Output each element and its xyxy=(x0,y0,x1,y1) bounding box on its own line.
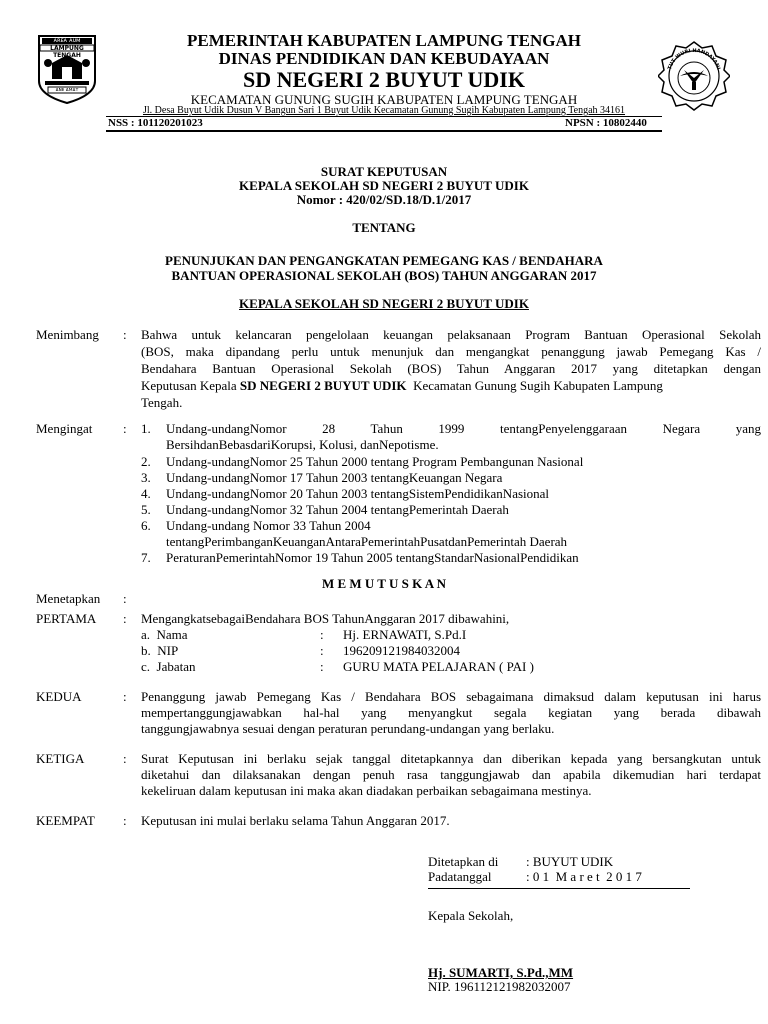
signature-date-value: : 0 1 M a r e t 2 0 1 7 xyxy=(526,869,642,884)
signature-name: Hj. SUMARTI, S.Pd.,MM xyxy=(428,965,574,980)
mengingat-item-1-cont: BersihdanBebasdariKorupsi, Kolusi, danNepotisme. xyxy=(166,437,439,452)
kedua-colon: : xyxy=(123,689,127,704)
pertama-field-jabatan-value: GURU MATA PELAJARAN ( PAI ) xyxy=(343,659,534,674)
header-address: Jl. Desa Buyut Udik Dusun V Bangun Sari 1 Buyut Udik Kecamatan Gunung Sugih Kabupaten Lampung Tengah 34161 xyxy=(142,105,626,116)
kedua-label: KEDUA xyxy=(36,689,82,704)
mengingat-item-3: Undang-undangNomor 17 Tahun 2003 tentangKeuangan Negara xyxy=(166,470,503,485)
mengingat-item-1-num: 1. xyxy=(141,421,151,436)
title-subject-line1: PENUNJUKAN DAN PENGANGKATAN PEMEGANG KAS / BENDAHARA xyxy=(165,253,603,268)
menimbang-line1: Bahwa untuk kelancaran pengelolaan keuangan pelaksanaan Program Bantuan Operasional Sekolah xyxy=(141,327,761,342)
pertama-field-jabatan-colon: : xyxy=(320,659,324,674)
pertama-colon: : xyxy=(123,611,127,626)
header-district: KECAMATAN GUNUNG SUGIH KABUPATEN LAMPUNG TENGAH xyxy=(190,92,578,107)
signature-nip: NIP. 196112121982032007 xyxy=(428,979,571,994)
keempat-colon: : xyxy=(123,813,127,828)
header-npsn: NPSN : 10802440 xyxy=(565,117,647,129)
menetapkan-label: Menetapkan xyxy=(36,591,101,606)
title-authority: KEPALA SEKOLAH SD NEGERI 2 BUYUT UDIK xyxy=(239,296,529,311)
mengingat-item-1: Undang-undangNomor 28 Tahun 1999 tentangPenyelenggaraan Negara yang xyxy=(166,421,761,436)
pertama-field-jabatan-key: c. Jabatan xyxy=(141,659,196,674)
pertama-label: PERTAMA xyxy=(36,611,97,626)
menetapkan-colon: : xyxy=(123,591,127,606)
mengingat-item-2: Undang-undangNomor 25 Tahun 2000 tentang Program Pembangunan Nasional xyxy=(166,454,584,469)
ketiga-line1: Surat Keputusan ini berlaku sejak tanggal ditetapkannya dan diberikan kepada yang bersangkutan untuk xyxy=(141,751,761,766)
pertama-field-nip-key: b. NIP xyxy=(141,643,179,658)
pertama-field-nama-colon: : xyxy=(320,627,324,642)
logo-banner-text: LAMPUNG TENGAH xyxy=(50,45,84,59)
title-nomor: Nomor : 420/02/SD.18/D.1/2017 xyxy=(296,192,472,207)
menimbang-school-name: SD NEGERI 2 BUYUT UDIK xyxy=(239,378,407,393)
header-school-name: SD NEGERI 2 BUYUT UDIK xyxy=(243,67,525,92)
mengingat-item-2-num: 2. xyxy=(141,454,151,469)
kedua-line1: Penanggung jawab Pemegang Kas / Bendahara BOS sebagaimana dimaksud dalam keputusan ini harus xyxy=(141,689,761,704)
mengingat-item-4-num: 4. xyxy=(141,486,151,501)
keempat-text: Keputusan ini mulai berlaku selama Tahun Anggaran 2017. xyxy=(141,813,450,828)
mengingat-label: Mengingat xyxy=(36,421,93,436)
menimbang-line4-pre: Keputusan Kepala xyxy=(141,378,240,393)
signature-date-label: Padatanggal xyxy=(428,869,492,884)
logo-top-text: ᴀʀᴇᴀ ᴀᴜᴍ xyxy=(53,37,81,44)
logo-bottom-text: ᴀɴᴇ ᴀᴍᴀᴛ xyxy=(55,87,79,93)
mengingat-item-6-num: 6. xyxy=(141,518,151,533)
header-nss: NSS : 101120201023 xyxy=(108,117,203,129)
title-issuer: KEPALA SEKOLAH SD NEGERI 2 BUYUT UDIK xyxy=(239,178,529,193)
mengingat-item-6: Undang-undang Nomor 33 Tahun 2004 xyxy=(166,518,371,533)
mengingat-item-3-num: 3. xyxy=(141,470,151,485)
pertama-field-nama-value: Hj. ERNAWATI, S.Pd.I xyxy=(343,627,467,642)
title-subject-line2: BANTUAN OPERASIONAL SEKOLAH (BOS) TAHUN ANGGARAN 2017 xyxy=(171,268,597,283)
signature-divider xyxy=(428,888,690,889)
menimbang-line3: Bendahara Bantuan Operasional Sekolah (BOS) Tahun Anggaran 2017 yang ditetapkan dengan xyxy=(141,361,761,376)
signature-place-value: : BUYUT UDIK xyxy=(526,854,614,869)
mengingat-item-7-num: 7. xyxy=(141,550,151,565)
kedua-line2: mempertanggungjawabkan hal-hal yang menyangkut segala kegiatan yang berada dibawah xyxy=(141,705,761,720)
mengingat-item-7: PeraturanPemerintahNomor 19 Tahun 2005 tentangStandarNasionalPendidikan xyxy=(166,550,579,565)
menimbang-colon: : xyxy=(123,327,127,342)
title-surat-keputusan: SURAT KEPUTUSAN xyxy=(320,164,448,179)
memutuskan-heading: M E M U T U S K A N xyxy=(321,576,447,591)
logo-ring-text: TUT WURI HANDAYANI xyxy=(666,47,722,71)
mengingat-item-4: Undang-undangNomor 20 Tahun 2003 tentangSistemPendidikanNasional xyxy=(166,486,550,501)
header-agency: DINAS PENDIDIKAN DAN KEBUDAYAAN xyxy=(218,49,550,68)
keempat-label: KEEMPAT xyxy=(36,813,95,828)
mengingat-item-5-num: 5. xyxy=(141,502,151,517)
header-rule-thick xyxy=(106,130,662,132)
header-government: PEMERINTAH KABUPATEN LAMPUNG TENGAH xyxy=(186,31,581,50)
pertama-field-nama-key: a. Nama xyxy=(141,627,188,642)
ketiga-label: KETIGA xyxy=(36,751,85,766)
signature-role: Kepala Sekolah, xyxy=(428,908,514,923)
pertama-field-nip-colon: : xyxy=(320,643,324,658)
menimbang-line4 xyxy=(141,377,761,394)
mengingat-item-6-cont: tentangPerimbanganKeuanganAntaraPemerintahPusatdanPemerintah Daerah xyxy=(166,534,568,549)
ketiga-line2: diketahui dan dilaksanakan dengan penuh rasa tanggungjawab dan apabila dikemudian hari terdapat xyxy=(141,767,761,782)
mengingat-colon: : xyxy=(123,421,127,436)
menimbang-line5: Tengah. xyxy=(141,395,183,410)
kedua-line3: tanggungjawabnya sesuai dengan peraturan perundang-undangan yang berlaku. xyxy=(141,721,555,736)
menimbang-label: Menimbang xyxy=(36,327,99,342)
header-rule-thin xyxy=(106,116,662,117)
pertama-field-nip-value: 196209121984032004 xyxy=(343,643,460,658)
signature-place-label: Ditetapkan di xyxy=(428,854,499,869)
title-tentang: TENTANG xyxy=(352,220,416,235)
menimbang-line2: (BOS, maka dipandang perlu untuk menunjuk dan mengangkat penanggung jawab Pemegang Kas / xyxy=(141,344,761,359)
pertama-text: MengangkatsebagaiBendahara BOS TahunAnggaran 2017 dibawahini, xyxy=(141,611,510,626)
menimbang-line4-post: Kecamatan Gunung Sugih Kabupaten Lampung xyxy=(406,378,663,393)
ketiga-colon: : xyxy=(123,751,127,766)
ketiga-line3: kekeliruan dalam keputusan ini maka akan diadakan perbaikan sebagaimana mestinya. xyxy=(141,783,592,798)
mengingat-item-5: Undang-undangNomor 32 Tahun 2004 tentangPemerintah Daerah xyxy=(166,502,509,517)
